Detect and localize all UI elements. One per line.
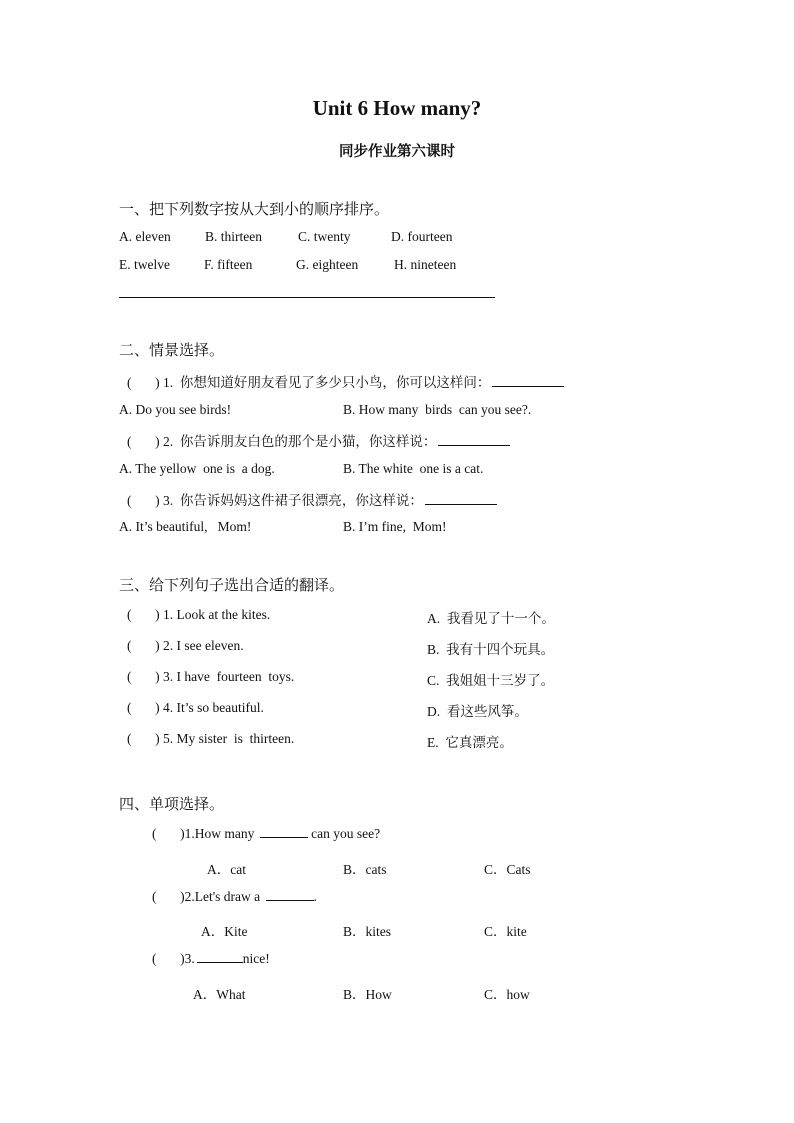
mc-option-b: B．kites <box>343 924 392 939</box>
mc-option-b: B．cats <box>343 862 387 877</box>
page-title: Unit 6 How many? <box>312 96 482 120</box>
answer-paren[interactable]: ( ) <box>152 951 185 966</box>
mc-stem-post: nice! <box>242 951 270 966</box>
choice-b: B. How many birds can you see?. <box>343 402 532 417</box>
sentence: ( ) 3. I have fourteen toys. <box>127 669 295 684</box>
sentence: ( ) 4. It’s so beautiful. <box>127 700 264 715</box>
mc-option-c: C．how <box>484 987 530 1002</box>
option-c: C. twenty <box>298 229 351 244</box>
option-f: F. fifteen <box>204 257 253 272</box>
question-prompt-text: ( ) 3. 你告诉妈妈这件裙子很漂亮，你这样说： <box>127 493 423 508</box>
choice-b: B. The white one is a cat. <box>343 461 484 476</box>
translation: D. 看这些风筝。 <box>427 704 528 719</box>
page-subtitle: 同步作业第六课时 <box>339 144 455 160</box>
option-d: D. fourteen <box>391 229 453 244</box>
choice-b: B. I’m fine, Mom! <box>343 519 447 534</box>
mc-option-c: C．kite <box>484 924 527 939</box>
mc-stem-post: . <box>313 889 317 904</box>
answer-blank[interactable] <box>197 961 243 963</box>
section4-heading: 四、单项选择。 <box>119 797 225 813</box>
choice-a: A. The yellow one is a dog. <box>119 461 275 476</box>
answer-blank[interactable] <box>438 444 510 446</box>
option-b: B. thirteen <box>205 229 262 244</box>
sentence: ( ) 1. Look at the kites. <box>127 607 271 622</box>
question-prompt <box>127 371 564 391</box>
sentence: ( ) 5. My sister is thirteen. <box>127 731 295 746</box>
answer-blank[interactable] <box>260 836 308 838</box>
option-e: E. twelve <box>119 257 170 272</box>
mc-option-c: C．Cats <box>484 862 531 877</box>
section1-heading: 一、把下列数字按从大到小的顺序排序。 <box>119 202 390 218</box>
mc-stem-pre: 1.How many <box>184 826 258 841</box>
section2-heading: 二、情景选择。 <box>119 343 225 359</box>
option-h: H. nineteen <box>394 257 457 272</box>
answer-blank[interactable] <box>266 899 314 901</box>
mc-option-a: A．Kite <box>201 924 248 939</box>
answer-paren[interactable]: ( ) <box>152 826 185 841</box>
mc-stem-post: can you see? <box>307 826 381 841</box>
answer-paren[interactable]: ( ) <box>152 889 185 904</box>
mc-option-a: A．cat <box>207 862 246 877</box>
answer-line[interactable] <box>119 297 495 298</box>
answer-blank[interactable] <box>425 503 497 505</box>
question-prompt <box>127 489 497 509</box>
mc-question <box>152 826 380 842</box>
question-prompt-text: ( ) 2. 你告诉朋友白色的那个是小猫，你这样说： <box>127 434 437 449</box>
choice-a: A. It’s beautiful, Mom! <box>119 519 252 534</box>
option-g: G. eighteen <box>296 257 359 272</box>
mc-stem-pre: 2.Let's draw a <box>184 889 264 904</box>
option-a: A. eleven <box>119 229 171 244</box>
translation: A. 我看见了十一个。 <box>427 611 555 626</box>
question-prompt <box>127 430 510 450</box>
translation: C. 我姐姐十三岁了。 <box>427 673 555 688</box>
mc-option-a: A．What <box>193 987 246 1002</box>
translation: B. 我有十四个玩具。 <box>427 642 555 657</box>
translation: E. 它真漂亮。 <box>427 735 513 750</box>
mc-option-b: B．How <box>343 987 392 1002</box>
choice-a: A. Do you see birds! <box>119 402 232 417</box>
mc-question <box>152 951 270 967</box>
mc-stem-pre: 3. <box>184 951 195 966</box>
sentence: ( ) 2. I see eleven. <box>127 638 244 653</box>
section3-heading: 三、给下列句子选出合适的翻译。 <box>119 578 345 594</box>
mc-question <box>152 889 317 905</box>
answer-blank[interactable] <box>492 385 564 387</box>
question-prompt-text: ( ) 1. 你想知道好朋友看见了多少只小鸟，你可以这样问： <box>127 375 491 390</box>
